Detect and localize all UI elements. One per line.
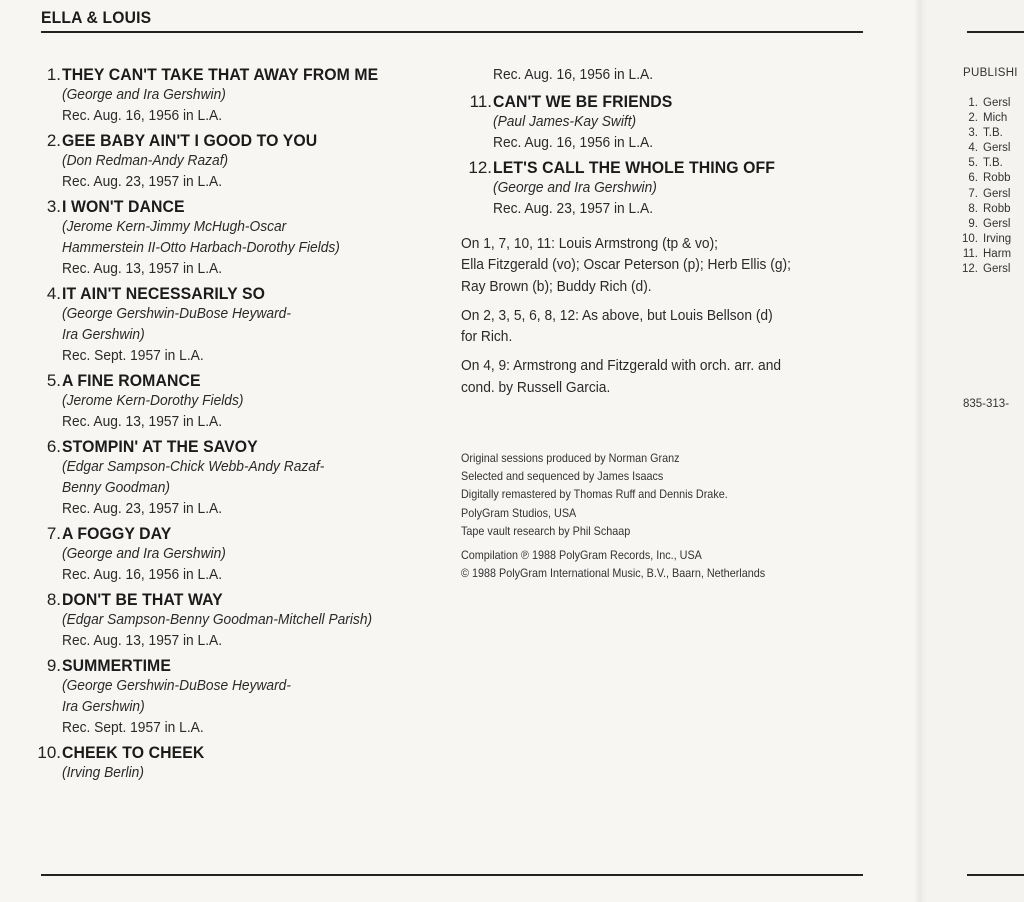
credit-line: PolyGram Studios, USA	[461, 505, 577, 520]
track-title: SUMMERTIME	[62, 656, 171, 675]
track-title: STOMPIN' AT THE SAVOY	[62, 437, 258, 456]
track-title: THEY CAN'T TAKE THAT AWAY FROM ME	[62, 65, 379, 84]
album-title: ELLA & LOUIS	[41, 8, 152, 27]
publisher-item	[960, 247, 1011, 262]
publisher-item-number: 1.	[968, 97, 978, 109]
track-composer: (Paul James-Kay Swift)	[493, 114, 637, 130]
publisher-item	[960, 217, 1011, 232]
track-entry	[30, 743, 450, 784]
publisher-item-number: 5.	[968, 157, 978, 170]
track-heading	[461, 158, 881, 178]
track-composer: Benny Goodman)	[62, 480, 170, 496]
track-details	[62, 676, 450, 739]
track-heading	[30, 131, 450, 151]
track-heading	[30, 65, 450, 85]
publisher-item-text: Gersl	[983, 263, 1011, 276]
track-composer: (George and Ira Gershwin)	[62, 546, 226, 562]
publisher-item-text: Irving	[983, 232, 1012, 245]
track-title: A FINE ROMANCE	[62, 371, 201, 390]
publisher-item-text: Robb	[983, 172, 1011, 185]
track-title: IT AIN'T NECESSARILY SO	[62, 284, 265, 303]
track-entry	[461, 158, 881, 220]
publisher-item-text: Gersl	[983, 97, 1011, 109]
track-entry	[30, 197, 450, 280]
publisher-item-number: 7.	[968, 187, 978, 200]
track-title: CHEEK TO CHEEK	[62, 743, 205, 762]
publisher-item	[960, 171, 1011, 186]
track-recording: Rec. Aug. 13, 1957 in L.A.	[62, 414, 223, 430]
publisher-item	[960, 202, 1011, 217]
track-composer: (George and Ira Gershwin)	[62, 87, 226, 103]
track-composer: (Edgar Sampson-Chick Webb-Andy Razaf-	[62, 459, 325, 475]
track-entry	[30, 590, 450, 652]
publisher-item-number: 6.	[968, 172, 978, 185]
track-entry	[461, 92, 881, 154]
track-heading	[30, 197, 450, 217]
track-heading	[30, 437, 450, 457]
track-number: 1.	[46, 65, 61, 84]
publisher-item	[960, 187, 1011, 202]
track-composer: (Jerome Kern-Dorothy Fields)	[62, 393, 244, 409]
track-details	[62, 457, 450, 520]
track-recording: Rec. Aug. 16, 1956 in L.A.	[62, 108, 223, 124]
track-details	[62, 610, 450, 652]
publisher-item-text: T.B.	[983, 157, 1003, 170]
track-composer: Ira Gershwin)	[62, 699, 145, 715]
publisher-item-text: Gersl	[983, 217, 1011, 230]
publisher-item-number: 12.	[962, 263, 978, 276]
publisher-item-number: 11.	[962, 247, 978, 260]
track-entry	[30, 656, 450, 739]
personnel-note	[461, 234, 881, 298]
top-rule	[41, 31, 863, 33]
track-composer: (Jerome Kern-Jimmy McHugh-Oscar	[62, 219, 287, 235]
track-heading	[30, 656, 450, 676]
track-entry	[30, 65, 450, 127]
catalog-code: 835-313-	[963, 398, 1010, 410]
personnel-note	[461, 306, 881, 349]
track-title: LET'S CALL THE WHOLE THING OFF	[493, 158, 776, 177]
track-number: 5.	[46, 371, 61, 390]
track-heading	[30, 590, 450, 610]
track-recording: Rec. Sept. 1957 in L.A.	[62, 720, 204, 736]
track-composer: Ira Gershwin)	[62, 327, 145, 343]
track-entry	[30, 371, 450, 433]
publisher-item	[960, 111, 1011, 126]
track-heading	[30, 284, 450, 304]
track-recording: Rec. Aug. 23, 1957 in L.A.	[62, 174, 223, 190]
track-details	[62, 151, 450, 193]
note-line: Ella Fitzgerald (vo); Oscar Peterson (p); Herb Ellis (g);	[461, 257, 791, 274]
track-heading	[461, 92, 881, 112]
credit-line: Digitally remastered by Thomas Ruff and Dennis Drake.	[461, 487, 728, 502]
production-credits	[461, 449, 881, 582]
track-composer: (Edgar Sampson-Benny Goodman-Mitchell Parish)	[62, 612, 373, 628]
track-recording: Rec. Aug. 16, 1956 in L.A.	[62, 567, 223, 583]
track-recording: Rec. Aug. 23, 1957 in L.A.	[493, 201, 654, 217]
track-composer: (Don Redman-Andy Razaf)	[62, 153, 229, 169]
track-number: 6.	[46, 437, 61, 456]
track-details	[62, 217, 450, 280]
track-entry	[30, 284, 450, 367]
track-details	[62, 391, 450, 433]
note-line: Ray Brown (b); Buddy Rich (d).	[461, 278, 652, 295]
track-title: GEE BABY AIN'T I GOOD TO YOU	[62, 131, 318, 150]
track-details	[62, 85, 450, 127]
page-fold	[914, 0, 928, 902]
track-title: A FOGGY DAY	[62, 524, 172, 543]
publisher-item-number: 2.	[968, 112, 978, 125]
publisher-item-text: Harm	[983, 247, 1012, 260]
bottom-rule	[41, 874, 863, 876]
publisher-item-number: 9.	[968, 217, 978, 230]
publisher-item	[960, 141, 1011, 156]
track-composer: Hammerstein II-Otto Harbach-Dorothy Fields)	[62, 240, 340, 256]
track-composer: (George Gershwin-DuBose Heyward-	[62, 678, 291, 694]
personnel-notes	[461, 234, 881, 399]
note-line: On 4, 9: Armstrong and Fitzgerald with orch. arr. and	[461, 358, 782, 375]
copyright-line: © 1988 PolyGram International Music, B.V., Baarn, Netherlands	[461, 566, 766, 581]
top-rule-right	[967, 31, 1024, 33]
track-number: 11.	[469, 92, 492, 111]
publisher-item-text: Mich	[983, 112, 1008, 125]
note-line: On 2, 3, 5, 6, 8, 12: As above, but Louis Bellson (d)	[461, 307, 773, 324]
track-details	[62, 304, 450, 367]
publisher-item	[960, 96, 1011, 111]
track-composer: (George and Ira Gershwin)	[493, 180, 657, 196]
track-details	[62, 763, 450, 784]
track-entry	[30, 524, 450, 586]
credit-line: Tape vault research by Phil Schaap	[461, 523, 631, 538]
copyright-line: Compilation ℗ 1988 PolyGram Records, Inc., USA	[461, 548, 702, 563]
publisher-item-text: T.B.	[983, 127, 1003, 140]
publisher-item	[960, 232, 1011, 247]
track-composer: (Irving Berlin)	[62, 765, 144, 781]
track-recording: Rec. Aug. 13, 1957 in L.A.	[62, 633, 223, 649]
track-heading	[30, 743, 450, 763]
credit-line: Original sessions produced by Norman Granz	[461, 451, 680, 466]
publisher-item	[960, 126, 1011, 141]
track-title: CAN'T WE BE FRIENDS	[493, 92, 673, 111]
publisher-item-text: Robb	[983, 202, 1011, 215]
track-number: 10.	[37, 743, 61, 762]
track-heading	[30, 524, 450, 544]
credit-line: Selected and sequenced by James Isaacs	[461, 469, 664, 484]
publisher-item-number: 4.	[968, 142, 978, 155]
tracklist-left	[30, 65, 450, 788]
note-line: On 1, 7, 10, 11: Louis Armstrong (tp & vo);	[461, 236, 719, 252]
track-recording: Rec. Sept. 1957 in L.A.	[62, 348, 204, 364]
publisher-item-text: Gersl	[983, 187, 1011, 200]
note-line: cond. by Russell Garcia.	[461, 379, 611, 396]
track-composer: (George Gershwin-DuBose Heyward-	[62, 306, 291, 322]
track-title: I WON'T DANCE	[62, 197, 185, 216]
track-number: 9.	[46, 656, 61, 675]
track-rec-continued: Rec. Aug. 16, 1956 in L.A.	[493, 67, 654, 83]
track-entry	[30, 437, 450, 520]
track-details	[62, 544, 450, 586]
tracklist-right	[461, 65, 881, 583]
track-number: 4.	[46, 284, 61, 303]
publisher-item	[960, 262, 1011, 277]
track-recording: Rec. Aug. 23, 1957 in L.A.	[62, 501, 223, 517]
track-details	[493, 112, 881, 154]
publisher-list	[960, 96, 1011, 277]
track-number: 8.	[46, 590, 61, 609]
mid-tracks	[461, 92, 881, 220]
track-recording: Rec. Aug. 13, 1957 in L.A.	[62, 261, 223, 277]
track-number: 3.	[46, 197, 61, 216]
publisher-item-number: 10.	[962, 232, 978, 245]
track-details	[493, 178, 881, 220]
personnel-note	[461, 356, 881, 399]
track-heading	[30, 371, 450, 391]
publisher-item-number: 3.	[968, 127, 978, 140]
track-number: 12.	[468, 158, 492, 177]
track-title: DON'T BE THAT WAY	[62, 590, 223, 609]
publisher-item	[960, 156, 1011, 171]
track-entry	[30, 131, 450, 193]
note-line: for Rich.	[461, 329, 513, 346]
publishing-label: PUBLISHI	[963, 67, 1018, 79]
track-recording: Rec. Aug. 16, 1956 in L.A.	[493, 135, 654, 151]
track-number: 2.	[46, 131, 61, 150]
publisher-item-text: Gersl	[983, 142, 1011, 155]
publisher-item-number: 8.	[968, 202, 978, 215]
bottom-rule-right	[967, 874, 1024, 876]
track-number: 7.	[46, 524, 61, 543]
